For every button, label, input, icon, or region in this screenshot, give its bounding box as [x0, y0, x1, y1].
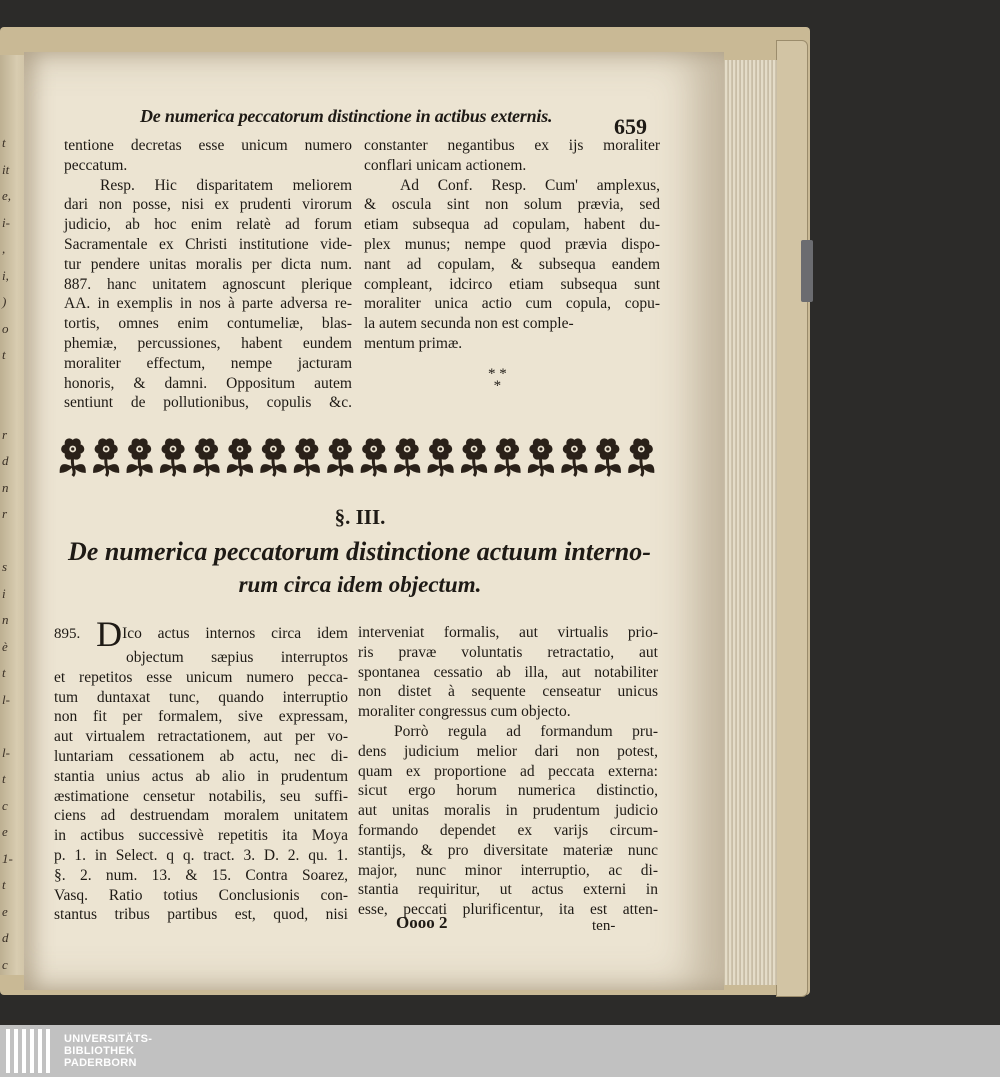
text-line: 887. hanc unitatem agnoscunt plerique: [64, 275, 352, 293]
margin-char: d: [2, 930, 9, 945]
flower-ornament-icon: [327, 438, 353, 476]
text-line: peccatum.: [64, 156, 128, 174]
flower-ornament-icon: [260, 438, 286, 476]
flower-ornament-icon: [394, 438, 420, 476]
text-line: etiam subsequa ad copulam, habent du-: [364, 216, 660, 234]
text-line: tur pendere unitas moralis per dicta num.: [64, 255, 352, 273]
margin-char: ): [2, 294, 7, 309]
flower-ornament-icon: [227, 438, 253, 476]
paragraph-number: 895.: [54, 626, 81, 642]
text-line: sicut ergo horum numerica distinctio,: [358, 782, 658, 800]
bookmark-tab: [801, 240, 813, 302]
flower-ornament-icon: [595, 438, 621, 476]
margin-char: i,: [2, 267, 9, 283]
text-line: stantia unius actus ab alio in prudentum: [54, 767, 348, 785]
text-line: luntariam cessationem ab actu, nec di-: [54, 747, 348, 765]
margin-char: s: [2, 559, 8, 574]
flower-ornament-icon: [494, 438, 520, 476]
margin-char: r: [2, 426, 8, 442]
text-line: honoris, & damni. Oppositum autem: [64, 374, 352, 392]
margin-char: ,: [2, 241, 6, 256]
library-name-line2: BIBLIOTHEK: [64, 1045, 135, 1057]
text-line: non distet à sequente censeatur unicus: [358, 683, 658, 701]
text-line: formando dependet ex varijs circum-: [358, 821, 658, 839]
text-line: stantia requiritur, ut actus externi in: [358, 881, 658, 899]
text-line: dari non posse, nisi ex prudenti virorum: [64, 196, 352, 214]
text-line: major, nunc minor interruptio, ac di-: [358, 861, 658, 879]
asterisks-bottom: *: [493, 378, 502, 394]
bottom-left-column: [54, 614, 348, 925]
text-line: esse, peccati plurificentur, ita est atten-: [358, 901, 658, 919]
margin-char: i-: [2, 214, 10, 230]
flower-ornament-icon: [93, 438, 119, 476]
text-line: plex munus; nempe quod prævia dispo-: [364, 235, 660, 253]
text-line: moraliter congressus cum objecto.: [358, 703, 571, 721]
text-line: objectum sæpius interruptos: [126, 649, 348, 666]
text-line: p. 1. in Select. q q. tract. 3. D. 2. qu. 1.: [54, 846, 348, 864]
text-line: sentiunt de pollutionibus, copulis &c.: [64, 394, 352, 412]
text-line: la autem secunda non est comple-: [364, 315, 574, 333]
margin-char: c: [2, 956, 8, 972]
text-line: aut virtualem retractationem, aut per vo-: [54, 728, 348, 746]
text-line: AA. in exemplis in nos à parte adversa re-: [64, 295, 352, 313]
catchword: ten-: [592, 918, 616, 934]
text-line: tum duntaxat tunc, quando interruptio: [54, 688, 348, 706]
margin-char: n: [2, 479, 9, 495]
text-line: et repetitos esse unicum numero pecca-: [54, 668, 348, 686]
page-number: 659: [614, 114, 647, 139]
text-line: §. 2. num. 13. & 15. Contra Soarez,: [54, 866, 348, 884]
flower-ornament-icon: [160, 438, 186, 476]
section-title-line1: De numerica peccatorum distinctione actuum interno-: [68, 537, 651, 566]
margin-char: t: [2, 877, 6, 892]
margin-char: i: [2, 585, 6, 601]
text-line: Porrò regula ad formandum pru-: [394, 722, 658, 740]
margin-char: it: [2, 161, 10, 177]
flower-ornament-icon: [428, 438, 454, 476]
text-line: Sacramentale ex Christi institutione vide-: [64, 235, 352, 253]
margin-char: 1-: [2, 850, 13, 866]
text-line: Vasq. Ratio totius Conclusionis con-: [54, 886, 348, 904]
flower-ornament-icon: [361, 438, 387, 476]
text-line: æstimatione censetur notabilis, seu suffi-: [54, 787, 348, 805]
margin-char: è: [2, 638, 8, 654]
text-line: constanter negantibus ex ijs moraliter: [364, 137, 660, 154]
margin-char: l-: [2, 744, 10, 760]
library-logo-icon: [6, 1029, 50, 1073]
library-name-line1: UNIVERSITÄTS-: [64, 1033, 153, 1045]
margin-char: t: [2, 347, 6, 362]
text-line: Resp. Hic disparitatem meliorem: [100, 176, 352, 194]
flower-ornament-icon: [528, 438, 554, 476]
section-title-line2: rum circa idem objectum.: [238, 572, 482, 597]
text-line: judicio, ab hoc enim relatè ad forum: [64, 216, 352, 234]
text-line: moraliter effectum, nempe jacturam: [64, 354, 352, 372]
flower-ornament-icon: [461, 438, 487, 476]
margin-char: r: [2, 506, 8, 521]
text-line: tortis, omnes enim contumeliæ, blas-: [64, 315, 352, 333]
signature-mark: Oooo 2: [396, 913, 448, 932]
text-line: conflari unicam actionem.: [364, 156, 527, 174]
text-line: Ico actus internos circa idem: [122, 625, 348, 642]
running-head: De numerica peccatorum distinctione in actibus externis.: [140, 106, 553, 126]
text-line: non fit per formalem, sive expressam,: [54, 708, 348, 726]
flower-ornament-icon: [294, 438, 320, 476]
text-line: & oscula sint non solum prævia, sed: [364, 196, 660, 214]
text-line: interveniat formalis, aut virtualis prio-: [358, 624, 658, 641]
margin-char: e,: [2, 188, 12, 203]
text-line: Ad Conf. Resp. Cum' amplexus,: [400, 176, 660, 194]
first-line: [54, 614, 348, 654]
text-line: ciens ad destruendam moralem unitatem: [54, 807, 348, 825]
margin-char: t: [2, 135, 6, 150]
top-right-column: [364, 136, 660, 354]
text-line: tentione decretas esse unicum numero: [64, 137, 352, 154]
page-stack-edges: [716, 60, 777, 985]
asterisks-top: * *: [488, 366, 507, 382]
flower-ornament-icon: [193, 438, 219, 476]
text-line: mentum primæ.: [364, 334, 463, 352]
bottom-right-column: [358, 623, 658, 920]
margin-char: l-: [2, 691, 10, 707]
margin-char: n: [2, 612, 9, 627]
asterism: [488, 368, 507, 392]
flower-ornament-icon: [628, 438, 654, 476]
margin-char: d: [2, 453, 9, 468]
floral-ornament-band: [56, 433, 658, 477]
text-line: phemiæ, percussiones, habent eundem: [64, 334, 352, 352]
text-line: compleant, idcirco etiam subsequa sunt: [364, 275, 660, 293]
margin-char: o: [2, 320, 9, 336]
text-line: stantus tribus partibus est, quod, nisi: [54, 906, 348, 924]
text-line: in actibus successivè repetitis ita Moya: [54, 827, 348, 845]
margin-char: t: [2, 771, 6, 786]
margin-char: e: [2, 903, 8, 919]
library-footer-bar: [0, 1025, 1000, 1077]
margin-char: c: [2, 797, 8, 813]
library-name: [64, 1033, 152, 1069]
text-line: spontanea cessatio ab illa, aut notabiliter: [358, 663, 658, 681]
text-line: nant ad copulam, & subsequa eandem: [364, 255, 660, 273]
flower-ornament-icon: [60, 438, 86, 476]
section-number: §. III.: [334, 505, 386, 529]
flower-ornament-icon: [127, 438, 153, 476]
drop-cap: D: [96, 614, 123, 654]
text-line: ris pravæ voluntatis retractatio, aut: [358, 643, 658, 661]
text-line: dens judicium melior dari non potest,: [358, 742, 658, 760]
book-board-edge: [776, 40, 808, 997]
text-line: moraliter unica actio cum copula, copu-: [364, 295, 660, 313]
library-name-line3: PADERBORN: [64, 1057, 137, 1069]
flower-ornament-icon: [561, 438, 587, 476]
margin-char: e: [2, 824, 8, 839]
text-line: aut unitas moralis in prudentum judicio: [358, 802, 658, 820]
text-line: quam ex proportione ad peccata externa:: [358, 762, 658, 780]
margin-char: t: [2, 665, 6, 680]
top-left-column: [64, 136, 352, 413]
text-line: stantijs, & pro diversitate materiæ nunc: [358, 841, 658, 859]
